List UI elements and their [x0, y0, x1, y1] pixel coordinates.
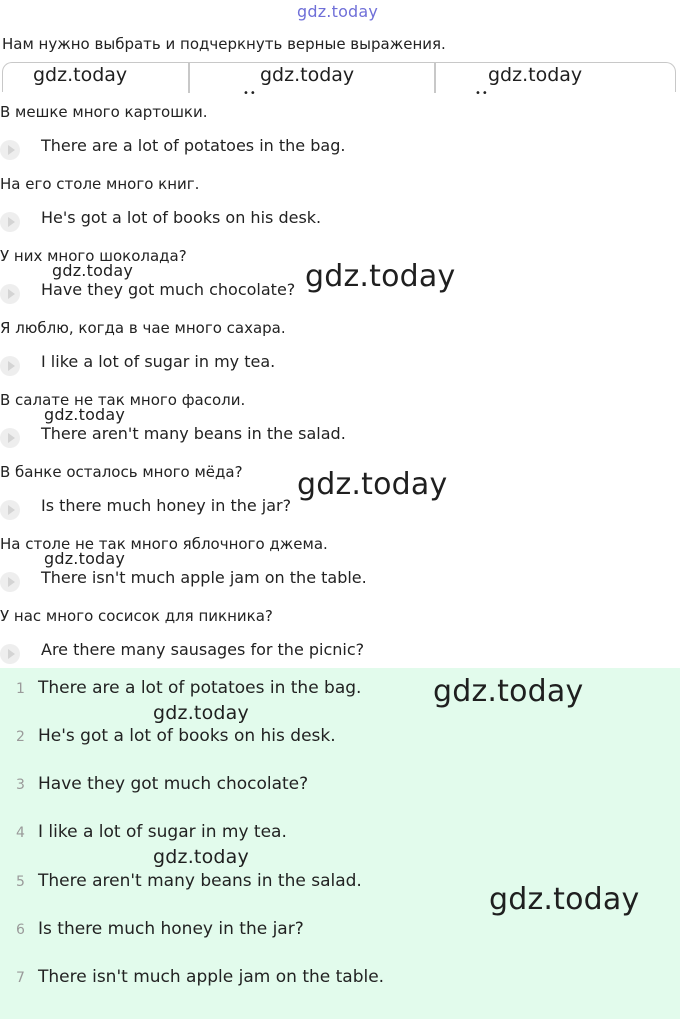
answer-number: 5: [16, 874, 25, 890]
english-sentence: Is there much honey in the jar?: [41, 496, 292, 515]
play-icon[interactable]: [0, 140, 20, 160]
russian-sentence: У нас много сосисок для пикника?: [0, 607, 273, 625]
watermark: gdz.today: [153, 702, 249, 724]
answer-text: There isn't much apple jam on the table.: [38, 967, 385, 987]
watermark: gdz.today: [44, 405, 126, 424]
instruction-text: Нам нужно выбрать и подчеркнуть верные выражения.: [2, 35, 446, 53]
russian-sentence: На столе не так много яблочного джема.: [0, 535, 328, 553]
watermark: gdz.today: [305, 259, 456, 294]
tab-strip: [2, 62, 676, 92]
answer-number: 6: [16, 922, 25, 938]
watermark-top: gdz.today: [297, 2, 379, 21]
watermark: gdz.today: [52, 261, 134, 280]
answer-number: 2: [16, 729, 25, 745]
answer-text: He's got a lot of books on his desk.: [38, 726, 336, 746]
play-icon[interactable]: [0, 284, 20, 304]
english-sentence: He's got a lot of books on his desk.: [41, 208, 322, 227]
tab-1[interactable]: gdz.today: [33, 64, 128, 86]
english-sentence: There isn't much apple jam on the table.: [41, 568, 367, 587]
answer-number: 3: [16, 777, 25, 793]
play-icon[interactable]: [0, 212, 20, 232]
answer-number: 1: [16, 681, 25, 697]
answer-text: I like a lot of sugar in my tea.: [38, 822, 287, 842]
tab-divider: [434, 63, 436, 93]
russian-sentence: У них много шоколада?: [0, 247, 187, 265]
english-sentence: I like a lot of sugar in my tea.: [41, 352, 276, 371]
english-sentence: Have they got much chocolate?: [41, 280, 296, 299]
tab-3[interactable]: gdz.today: [488, 64, 583, 86]
watermark: gdz.today: [153, 846, 249, 868]
english-sentence: There aren't many beans in the salad.: [41, 424, 346, 443]
watermark: gdz.today: [489, 882, 640, 917]
tab-2[interactable]: gdz.today: [260, 64, 355, 86]
answer-text: Is there much honey in the jar?: [38, 919, 304, 939]
play-icon[interactable]: [0, 644, 20, 664]
russian-sentence: Я люблю, когда в чае много сахара.: [0, 319, 286, 337]
dots-marker: ••: [243, 88, 257, 99]
play-icon[interactable]: [0, 572, 20, 592]
russian-sentence: На его столе много книг.: [0, 175, 200, 193]
watermark: gdz.today: [44, 549, 126, 568]
english-sentence: There are a lot of potatoes in the bag.: [41, 136, 346, 155]
answer-text: There are a lot of potatoes in the bag.: [38, 678, 362, 698]
dots-marker: ••: [475, 88, 489, 99]
russian-sentence: В банке осталось много мёда?: [0, 463, 243, 481]
play-icon[interactable]: [0, 428, 20, 448]
play-icon[interactable]: [0, 356, 20, 376]
russian-sentence: В мешке много картошки.: [0, 103, 208, 121]
play-icon[interactable]: [0, 500, 20, 520]
answer-text: Have they got much chocolate?: [38, 774, 309, 794]
watermark: gdz.today: [433, 674, 584, 709]
answers-panel: [0, 668, 680, 1019]
tab-divider: [188, 63, 190, 93]
answer-number: 4: [16, 825, 25, 841]
answer-number: 7: [16, 970, 25, 986]
watermark: gdz.today: [297, 467, 448, 502]
english-sentence: Are there many sausages for the picnic?: [41, 640, 365, 659]
answer-text: There aren't many beans in the salad.: [38, 871, 362, 891]
russian-sentence: В салате не так много фасоли.: [0, 391, 246, 409]
